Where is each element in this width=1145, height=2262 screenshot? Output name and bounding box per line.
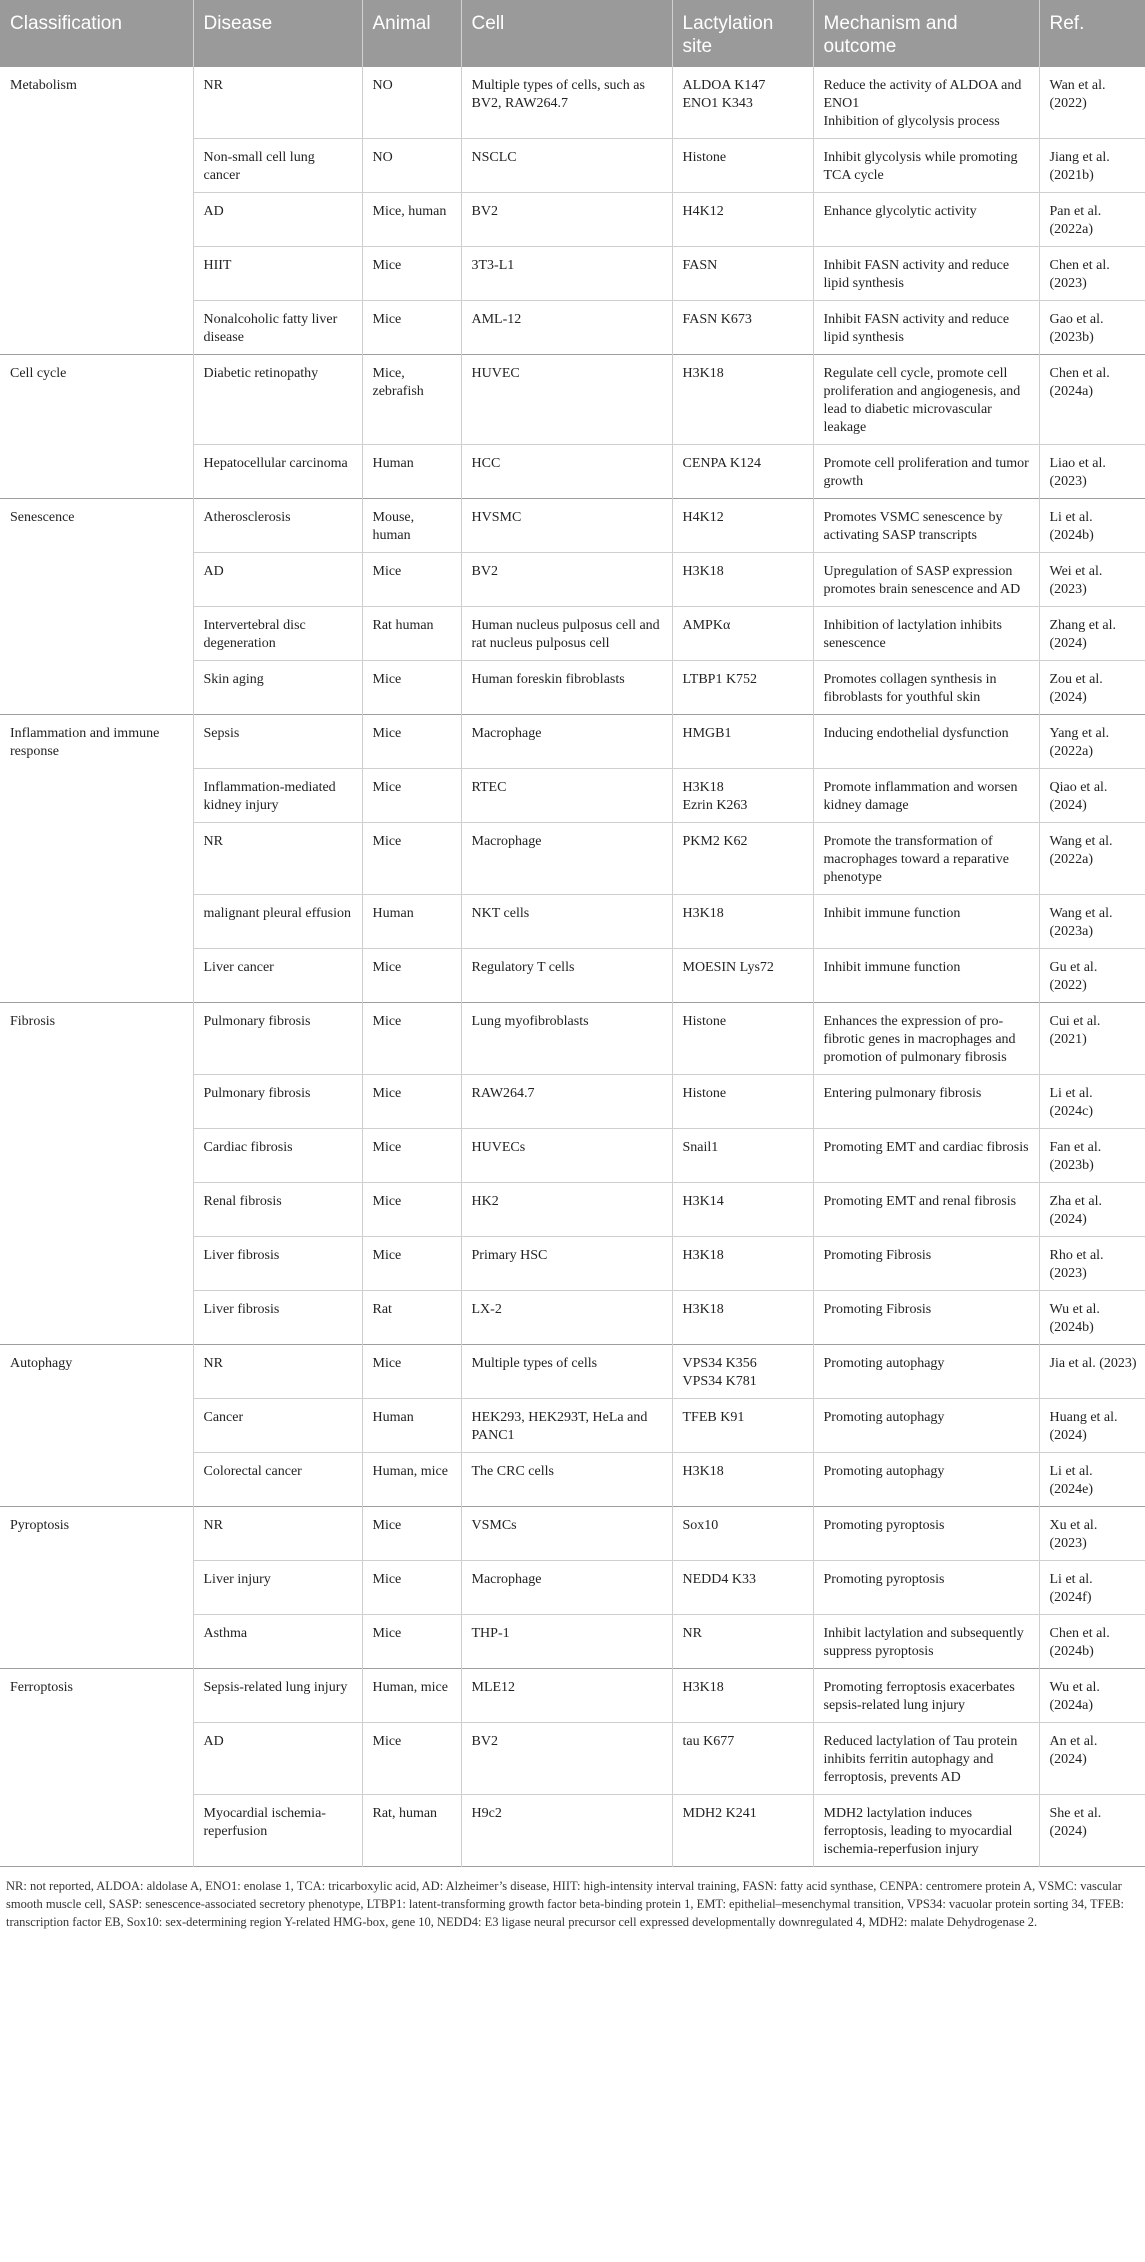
classification-cell: Ferroptosis xyxy=(0,1669,193,1867)
animal-cell: Mice xyxy=(362,949,461,1003)
cell-type-cell: HK2 xyxy=(461,1183,672,1237)
table-row xyxy=(0,1345,1145,1399)
animal-cell: Mice xyxy=(362,301,461,355)
lactylation-site-cell: VPS34 K356 VPS34 K781 xyxy=(672,1345,813,1399)
mechanism-cell: Inhibit FASN activity and reduce lipid synthesis xyxy=(813,247,1039,301)
header-mechanism: Mechanism and outcome xyxy=(813,0,1039,67)
lactylation-site-cell: MOESIN Lys72 xyxy=(672,949,813,1003)
animal-cell: Mice xyxy=(362,247,461,301)
lactylation-site-cell: H3K18 xyxy=(672,1669,813,1723)
animal-cell: Mice xyxy=(362,715,461,769)
disease-cell: Skin aging xyxy=(193,661,362,715)
cell-type-cell: Macrophage xyxy=(461,1561,672,1615)
ref-cell: Zhang et al. (2024) xyxy=(1039,607,1145,661)
mechanism-cell: Promoting autophagy xyxy=(813,1345,1039,1399)
ref-cell: Chen et al. (2024b) xyxy=(1039,1615,1145,1669)
ref-cell: Li et al. (2024f) xyxy=(1039,1561,1145,1615)
ref-cell: Yang et al. (2022a) xyxy=(1039,715,1145,769)
lactylation-site-cell: H3K18 xyxy=(672,1291,813,1345)
table-row xyxy=(0,1669,1145,1723)
ref-cell: Qiao et al. (2024) xyxy=(1039,769,1145,823)
cell-type-cell: MLE12 xyxy=(461,1669,672,1723)
disease-cell: Pulmonary fibrosis xyxy=(193,1003,362,1075)
mechanism-cell: Promoting EMT and cardiac fibrosis xyxy=(813,1129,1039,1183)
disease-cell: Liver cancer xyxy=(193,949,362,1003)
cell-type-cell: NKT cells xyxy=(461,895,672,949)
lactylation-site-cell: FASN K673 xyxy=(672,301,813,355)
disease-cell: AD xyxy=(193,553,362,607)
cell-type-cell: RTEC xyxy=(461,769,672,823)
disease-cell: Non-small cell lung cancer xyxy=(193,139,362,193)
lactylation-site-cell: HMGB1 xyxy=(672,715,813,769)
animal-cell: Mouse, human xyxy=(362,499,461,553)
ref-cell: Wu et al. (2024a) xyxy=(1039,1669,1145,1723)
classification-cell: Cell cycle xyxy=(0,355,193,499)
lactylation-site-cell: CENPA K124 xyxy=(672,445,813,499)
disease-cell: Atherosclerosis xyxy=(193,499,362,553)
lactylation-site-cell: NEDD4 K33 xyxy=(672,1561,813,1615)
mechanism-cell: Upregulation of SASP expression promotes brain senescence and AD xyxy=(813,553,1039,607)
animal-cell: Mice xyxy=(362,553,461,607)
disease-cell: Colorectal cancer xyxy=(193,1453,362,1507)
disease-cell: Liver fibrosis xyxy=(193,1291,362,1345)
animal-cell: Mice xyxy=(362,1075,461,1129)
lactylation-site-cell: H3K18 xyxy=(672,1453,813,1507)
header-classification: Classification xyxy=(0,0,193,67)
cell-type-cell: BV2 xyxy=(461,1723,672,1795)
cell-type-cell: THP-1 xyxy=(461,1615,672,1669)
mechanism-cell: Entering pulmonary fibrosis xyxy=(813,1075,1039,1129)
lactylation-site-cell: FASN xyxy=(672,247,813,301)
cell-type-cell: Macrophage xyxy=(461,823,672,895)
mechanism-cell: Reduced lactylation of Tau protein inhibits ferritin autophagy and ferroptosis, prevents AD xyxy=(813,1723,1039,1795)
animal-cell: Human xyxy=(362,895,461,949)
cell-type-cell: Regulatory T cells xyxy=(461,949,672,1003)
cell-type-cell: LX-2 xyxy=(461,1291,672,1345)
ref-cell: Jia et al. (2023) xyxy=(1039,1345,1145,1399)
cell-type-cell: BV2 xyxy=(461,553,672,607)
ref-cell: Zha et al. (2024) xyxy=(1039,1183,1145,1237)
animal-cell: Mice xyxy=(362,1183,461,1237)
lactylation-site-cell: PKM2 K62 xyxy=(672,823,813,895)
animal-cell: Mice xyxy=(362,1345,461,1399)
mechanism-cell: Promote inflammation and worsen kidney damage xyxy=(813,769,1039,823)
disease-cell: HIIT xyxy=(193,247,362,301)
mechanism-cell: Promoting Fibrosis xyxy=(813,1237,1039,1291)
lactylation-site-cell: Histone xyxy=(672,1003,813,1075)
lactylation-site-cell: MDH2 K241 xyxy=(672,1795,813,1867)
cell-type-cell: Human foreskin fibroblasts xyxy=(461,661,672,715)
animal-cell: Mice xyxy=(362,1723,461,1795)
mechanism-cell: Inducing endothelial dysfunction xyxy=(813,715,1039,769)
disease-cell: Sepsis xyxy=(193,715,362,769)
table-row xyxy=(0,67,1145,139)
ref-cell: Wan et al. (2022) xyxy=(1039,67,1145,139)
animal-cell: Mice xyxy=(362,1003,461,1075)
mechanism-cell: Inhibit immune function xyxy=(813,949,1039,1003)
ref-cell: Rho et al. (2023) xyxy=(1039,1237,1145,1291)
cell-type-cell: Human nucleus pulposus cell and rat nucleus pulposus cell xyxy=(461,607,672,661)
table-header xyxy=(0,0,1145,67)
ref-cell: Chen et al. (2023) xyxy=(1039,247,1145,301)
cell-type-cell: HUVEC xyxy=(461,355,672,445)
animal-cell: Rat, human xyxy=(362,1795,461,1867)
mechanism-cell: Inhibit FASN activity and reduce lipid synthesis xyxy=(813,301,1039,355)
disease-cell: Nonalcoholic fatty liver disease xyxy=(193,301,362,355)
animal-cell: Rat xyxy=(362,1291,461,1345)
ref-cell: Li et al. (2024b) xyxy=(1039,499,1145,553)
animal-cell: Mice xyxy=(362,823,461,895)
disease-cell: NR xyxy=(193,1507,362,1561)
mechanism-cell: Promoting EMT and renal fibrosis xyxy=(813,1183,1039,1237)
mechanism-cell: Enhance glycolytic activity xyxy=(813,193,1039,247)
disease-cell: Hepatocellular carcinoma xyxy=(193,445,362,499)
lactylation-site-cell: Snail1 xyxy=(672,1129,813,1183)
disease-cell: Liver injury xyxy=(193,1561,362,1615)
lactylation-site-cell: tau K677 xyxy=(672,1723,813,1795)
cell-type-cell: BV2 xyxy=(461,193,672,247)
lactylation-site-cell: LTBP1 K752 xyxy=(672,661,813,715)
ref-cell: Gu et al. (2022) xyxy=(1039,949,1145,1003)
table-row xyxy=(0,715,1145,769)
ref-cell: Fan et al. (2023b) xyxy=(1039,1129,1145,1183)
header-disease: Disease xyxy=(193,0,362,67)
classification-cell: Senescence xyxy=(0,499,193,715)
disease-cell: Sepsis-related lung injury xyxy=(193,1669,362,1723)
lactylation-site-cell: Histone xyxy=(672,1075,813,1129)
table-row xyxy=(0,1003,1145,1075)
table-body xyxy=(0,67,1145,1867)
disease-cell: Liver fibrosis xyxy=(193,1237,362,1291)
ref-cell: Li et al. (2024c) xyxy=(1039,1075,1145,1129)
lactylation-site-cell: NR xyxy=(672,1615,813,1669)
classification-cell: Autophagy xyxy=(0,1345,193,1507)
cell-type-cell: H9c2 xyxy=(461,1795,672,1867)
mechanism-cell: Inhibit immune function xyxy=(813,895,1039,949)
animal-cell: Human xyxy=(362,445,461,499)
animal-cell: Mice xyxy=(362,1507,461,1561)
lactylation-site-cell: TFEB K91 xyxy=(672,1399,813,1453)
cell-type-cell: RAW264.7 xyxy=(461,1075,672,1129)
lactylation-site-cell: AMPKα xyxy=(672,607,813,661)
mechanism-cell: Inhibit glycolysis while promoting TCA cycle xyxy=(813,139,1039,193)
cell-type-cell: Macrophage xyxy=(461,715,672,769)
lactylation-site-cell: H3K18 Ezrin K263 xyxy=(672,769,813,823)
lactylation-site-cell: Sox10 xyxy=(672,1507,813,1561)
animal-cell: Mice xyxy=(362,1237,461,1291)
header-ref: Ref. xyxy=(1039,0,1145,67)
lactylation-site-cell: H3K18 xyxy=(672,895,813,949)
disease-cell: AD xyxy=(193,193,362,247)
header-row xyxy=(0,0,1145,67)
cell-type-cell: 3T3-L1 xyxy=(461,247,672,301)
ref-cell: Pan et al. (2022a) xyxy=(1039,193,1145,247)
cell-type-cell: Primary HSC xyxy=(461,1237,672,1291)
ref-cell: Huang et al. (2024) xyxy=(1039,1399,1145,1453)
mechanism-cell: Promoting ferroptosis exacerbates sepsis-related lung injury xyxy=(813,1669,1039,1723)
animal-cell: Mice xyxy=(362,1561,461,1615)
cell-type-cell: HEK293, HEK293T, HeLa and PANC1 xyxy=(461,1399,672,1453)
cell-type-cell: The CRC cells xyxy=(461,1453,672,1507)
mechanism-cell: Promoting autophagy xyxy=(813,1399,1039,1453)
lactylation-site-cell: H4K12 xyxy=(672,193,813,247)
ref-cell: Gao et al. (2023b) xyxy=(1039,301,1145,355)
ref-cell: Jiang et al. (2021b) xyxy=(1039,139,1145,193)
animal-cell: NO xyxy=(362,67,461,139)
disease-cell: Inflammation-mediated kidney injury xyxy=(193,769,362,823)
cell-type-cell: AML-12 xyxy=(461,301,672,355)
cell-type-cell: Multiple types of cells, such as BV2, RAW264.7 xyxy=(461,67,672,139)
mechanism-cell: Inhibition of lactylation inhibits senescence xyxy=(813,607,1039,661)
animal-cell: NO xyxy=(362,139,461,193)
cell-type-cell: Lung myofibroblasts xyxy=(461,1003,672,1075)
ref-cell: An et al. (2024) xyxy=(1039,1723,1145,1795)
disease-cell: Renal fibrosis xyxy=(193,1183,362,1237)
lactylation-site-cell: H3K18 xyxy=(672,553,813,607)
ref-cell: Xu et al. (2023) xyxy=(1039,1507,1145,1561)
animal-cell: Mice xyxy=(362,1615,461,1669)
mechanism-cell: Promote cell proliferation and tumor growth xyxy=(813,445,1039,499)
animal-cell: Mice, human xyxy=(362,193,461,247)
animal-cell: Human, mice xyxy=(362,1453,461,1507)
disease-cell: Asthma xyxy=(193,1615,362,1669)
mechanism-cell: Regulate cell cycle, promote cell proliferation and angiogenesis, and lead to diabetic microvascular leakage xyxy=(813,355,1039,445)
disease-cell: NR xyxy=(193,823,362,895)
ref-cell: Li et al. (2024e) xyxy=(1039,1453,1145,1507)
mechanism-cell: Promoting Fibrosis xyxy=(813,1291,1039,1345)
disease-cell: NR xyxy=(193,67,362,139)
mechanism-cell: Inhibit lactylation and subsequently suppress pyroptosis xyxy=(813,1615,1039,1669)
lactylation-site-cell: Histone xyxy=(672,139,813,193)
mechanism-cell: Promote the transformation of macrophages toward a reparative phenotype xyxy=(813,823,1039,895)
cell-type-cell: HUVECs xyxy=(461,1129,672,1183)
ref-cell: Wei et al. (2023) xyxy=(1039,553,1145,607)
disease-cell: AD xyxy=(193,1723,362,1795)
header-animal: Animal xyxy=(362,0,461,67)
disease-cell: malignant pleural effusion xyxy=(193,895,362,949)
lactylation-site-cell: H3K14 xyxy=(672,1183,813,1237)
cell-type-cell: VSMCs xyxy=(461,1507,672,1561)
mechanism-cell: Enhances the expression of pro-fibrotic genes in macrophages and promotion of pulmonary fibrosis xyxy=(813,1003,1039,1075)
mechanism-cell: Promotes collagen synthesis in fibroblasts for youthful skin xyxy=(813,661,1039,715)
table-row xyxy=(0,1507,1145,1561)
mechanism-cell: Promoting autophagy xyxy=(813,1453,1039,1507)
ref-cell: Cui et al. (2021) xyxy=(1039,1003,1145,1075)
classification-cell: Pyroptosis xyxy=(0,1507,193,1669)
classification-cell: Metabolism xyxy=(10,78,77,93)
disease-cell: Intervertebral disc degeneration xyxy=(193,607,362,661)
mechanism-cell: MDH2 lactylation induces ferroptosis, leading to myocardial ischemia-reperfusion injury xyxy=(813,1795,1039,1867)
cell-type-cell: NSCLC xyxy=(461,139,672,193)
ref-cell: Chen et al. (2024a) xyxy=(1039,355,1145,445)
header-lactylation-site: Lactylation site xyxy=(672,0,813,67)
disease-cell: NR xyxy=(193,1345,362,1399)
ref-cell: Zou et al. (2024) xyxy=(1039,661,1145,715)
cell-type-cell: Multiple types of cells xyxy=(461,1345,672,1399)
mechanism-cell: Promoting pyroptosis xyxy=(813,1507,1039,1561)
disease-cell: Myocardial ischemia-reperfusion xyxy=(193,1795,362,1867)
cell-type-cell: HCC xyxy=(461,445,672,499)
mechanism-cell: Promoting pyroptosis xyxy=(813,1561,1039,1615)
ref-cell: Wang et al. (2023a) xyxy=(1039,895,1145,949)
table-row xyxy=(0,355,1145,445)
classification-cell: Inflammation and immune response xyxy=(0,715,193,1003)
ref-cell: Wang et al. (2022a) xyxy=(1039,823,1145,895)
table-footnote: NR: not reported, ALDOA: aldolase A, ENO1: enolase 1, TCA: tricarboxylic acid, AD: Alzheimer’s disease, HIIT: high-intensity interval training, FASN: fatty acid synthase, CENPA: centromere protein A, VSMC: vascular smooth muscle cell, SASP: senescence-associated secretory phenotype, LTBP1: latent-transforming growth factor beta-binding protein 1, EMT: epithelial–mesenchymal transition, VPS34: vacuolar protein sorting 34, TFEB: transcription factor EB, Sox10: sex-determining region Y-related HMG-box, gene 10, NEDD4: E3 ligase neural precursor cell expressed developmentally downregulated 4, MDH2: malate Dehydrogenase 2. xyxy=(6,1879,1125,1929)
disease-cell: Cancer xyxy=(193,1399,362,1453)
disease-cell: Pulmonary fibrosis xyxy=(193,1075,362,1129)
animal-cell: Human, mice xyxy=(362,1669,461,1723)
lactylation-site-cell: ALDOA K147 ENO1 K343 xyxy=(672,67,813,139)
mechanism-cell: Reduce the activity of ALDOA and ENO1 Inhibition of glycolysis process xyxy=(813,67,1039,139)
ref-cell: She et al. (2024) xyxy=(1039,1795,1145,1867)
ref-cell: Liao et al. (2023) xyxy=(1039,445,1145,499)
header-cell: Cell xyxy=(461,0,672,67)
disease-cell: Cardiac fibrosis xyxy=(193,1129,362,1183)
animal-cell: Human xyxy=(362,1399,461,1453)
lactylation-site-cell: H3K18 xyxy=(672,355,813,445)
ref-cell: Wu et al. (2024b) xyxy=(1039,1291,1145,1345)
classification-cell: Fibrosis xyxy=(0,1003,193,1345)
animal-cell: Rat human xyxy=(362,607,461,661)
lactylation-site-cell: H3K18 xyxy=(672,1237,813,1291)
cell-type-cell: HVSMC xyxy=(461,499,672,553)
animal-cell: Mice xyxy=(362,661,461,715)
disease-cell: Diabetic retinopathy xyxy=(193,355,362,445)
animal-cell: Mice, zebrafish xyxy=(362,355,461,445)
animal-cell: Mice xyxy=(362,1129,461,1183)
animal-cell: Mice xyxy=(362,769,461,823)
table-row xyxy=(0,499,1145,553)
lactylation-site-cell: H4K12 xyxy=(672,499,813,553)
mechanism-cell: Promotes VSMC senescence by activating SASP transcripts xyxy=(813,499,1039,553)
